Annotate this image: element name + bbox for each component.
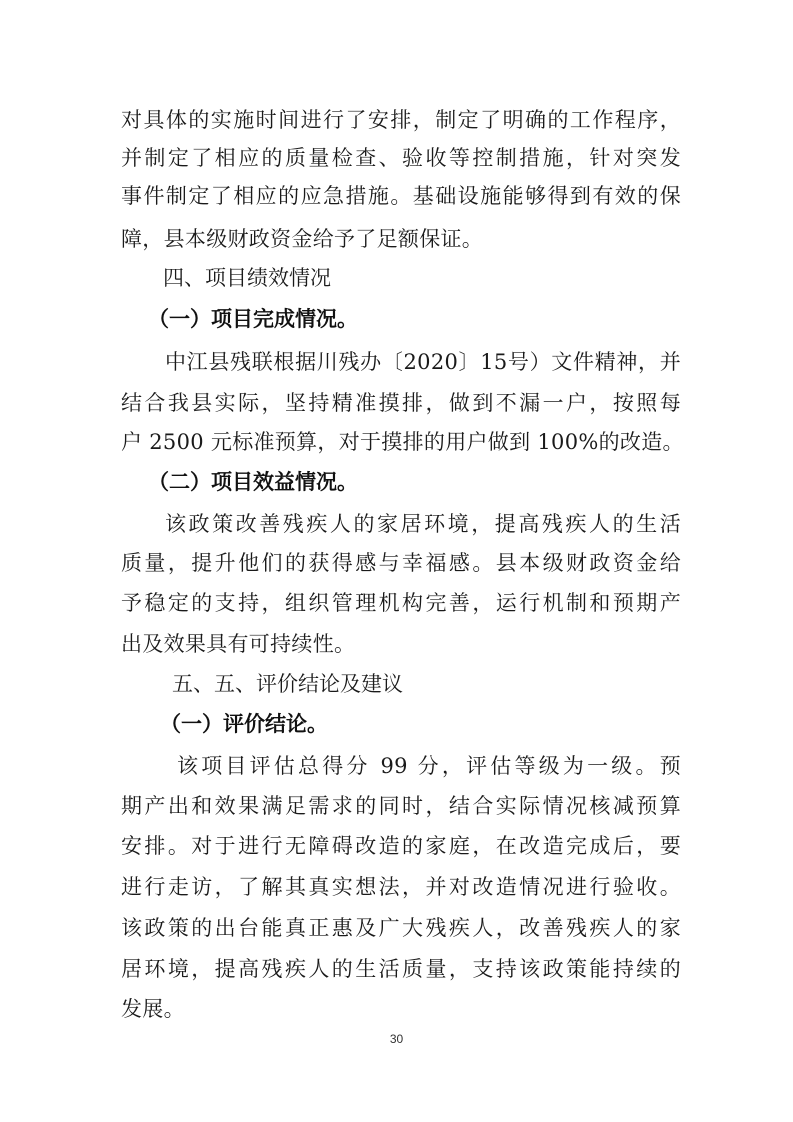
paragraph-4-line-5: 该政策的出台能真正惠及广大残疾人，改善残疾人的家 xyxy=(121,916,681,940)
paragraph-3-line-1: 该政策改善残疾人的家居环境，提高残疾人的生活 xyxy=(165,512,681,536)
paragraph-1-line-2: 并制定了相应的质量检查、验收等控制措施，针对突发 xyxy=(121,146,681,170)
paragraph-2-line-3: 户 2500 元标准预算，对于摸排的用户做到 100%的改造。 xyxy=(121,430,684,454)
paragraph-4-line-4: 进行走访，了解其真实想法，并对改造情况进行验收。 xyxy=(121,875,681,899)
section-4-2-heading: （二）项目效益情况。 xyxy=(148,470,358,494)
paragraph-1-line-4: 障，县本级财政资金给予了足额保证。 xyxy=(121,227,484,251)
paragraph-3-line-2: 质量，提升他们的获得感与幸福感。县本级财政资金给 xyxy=(121,551,681,575)
paragraph-2-line-1: 中江县残联根据川残办〔2020〕15号）文件精神，并 xyxy=(165,350,681,374)
paragraph-3-line-4: 出及效果具有可持续性。 xyxy=(121,632,356,656)
paragraph-4-line-3: 安排。对于进行无障碍改造的家庭，在改造完成后，要 xyxy=(121,834,681,858)
paragraph-4-line-6: 居环境，提高残疾人的生活质量，支持该政策能持续的 xyxy=(121,957,681,981)
paragraph-4-line-1: 该项目评估总得分 99 分，评估等级为一级。预 xyxy=(177,754,681,778)
paragraph-3-line-3: 予稳定的支持，组织管理机构完善，运行机制和预期产 xyxy=(121,591,681,615)
paragraph-1-line-3: 事件制定了相应的应急措施。基础设施能够得到有效的保 xyxy=(121,184,681,208)
paragraph-1-line-1: 对具体的实施时间进行了安排，制定了明确的工作程序， xyxy=(121,108,681,132)
section-4-heading: 四、项目绩效情况 xyxy=(163,266,331,290)
paragraph-4-line-7: 发展。 xyxy=(121,997,185,1021)
paragraph-4-line-2: 期产出和效果满足需求的同时，结合实际情况核减预算 xyxy=(121,794,681,818)
section-5-1-heading: （一）评价结论。 xyxy=(160,712,328,736)
page-number: 30 xyxy=(389,1032,404,1046)
section-5-heading: 五、五、评价结论及建议 xyxy=(172,672,403,696)
section-4-1-heading: （一）项目完成情况。 xyxy=(148,307,358,331)
paragraph-2-line-2: 结合我县实际，坚持精准摸排，做到不漏一户，按照每 xyxy=(121,391,681,415)
